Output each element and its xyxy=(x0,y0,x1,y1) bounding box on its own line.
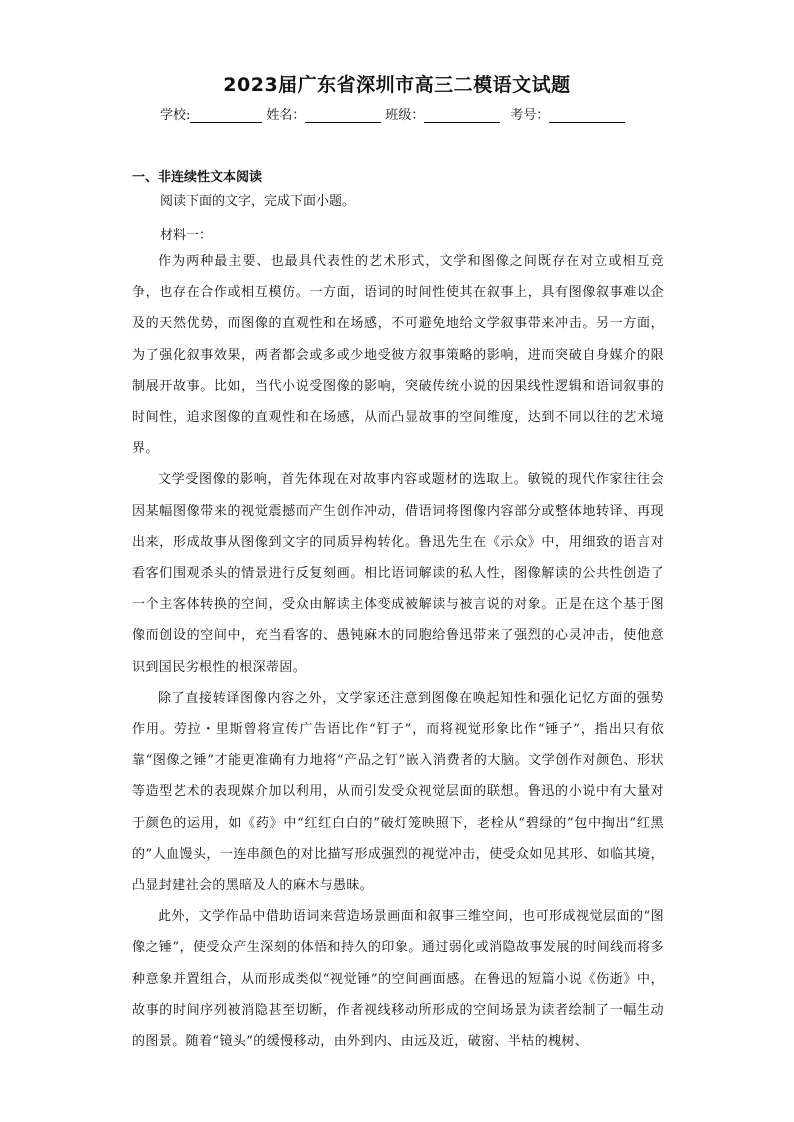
class-label: 班级： xyxy=(385,108,425,123)
student-info-line xyxy=(160,104,680,123)
paragraph-1: 作为两种最主要、也最具代表性的艺术形式，文学和图像之间既存在对立或相互竞争，也存在合作或相互模仿。一方面，语词的时间性使其在叙事上，具有图像叙事难以企及的天然优势，而图像的直观性和在场感，不可避免地给文学叙事带来冲击。另一方面，为了强化叙事效果，两者都会或多或少地受彼方叙事策略的影响，进而突破自身媒介的限制展开故事。比如，当代小说受图像的影响，突破传统小说的因果线性逻辑和语词叙事的时间性，追求图像的直观性和在场感，从而凸显故事的空间维度，达到不同以往的艺术境界。 xyxy=(132,254,664,457)
paragraph-2: 文学受图像的影响，首先体现在对故事内容或题材的选取上。敏锐的现代作家往往会因某幅图像带来的视觉震撼而产生创作冲动，借语词将图像内容部分或整体地转译、再现出来，形成故事从图像到文字的同质异构转化。鲁迅先生在《示众》中，用细致的语言对看客们围观杀头的情景进行反复刻画。相比语词解读的私人性，图像解读的公共性创造了一个主客体转换的空间，受众由解读主体变成被解读与被言说的对象。正是在这个基于图像而创设的空间中，充当看客的、愚钝麻木的同胞给鲁迅带来了强烈的心灵冲击，使他意识到国民劣根性的根深蒂固。 xyxy=(132,472,664,675)
name-blank xyxy=(305,108,381,123)
school-label: 学校: xyxy=(160,108,191,123)
exam-title: 2023届广东省深圳市高三二模语文试题 xyxy=(223,74,571,96)
class-blank xyxy=(424,108,500,123)
section-heading: 一、非连续性文本阅读 xyxy=(132,170,263,185)
school-blank xyxy=(190,108,262,123)
exam-number-blank xyxy=(549,108,625,123)
paragraph-4: 此外，文学作品中借助语词来营造场景画面和叙事三维空间，也可形成视觉层面的“图像之锤”，使受众产生深刻的体悟和持久的印象。通过弱化或消隐故事发展的时间线而将多种意象并置组合，从而形成类似“视觉锤”的空间画面感。在鲁迅的短篇小说《伤逝》中，故事的时间序列被消隐甚至切断，作者视线移动所形成的空间场景为读者绘制了一幅生动的图景。随着“镜头”的缓慢移动，由外到内、由远及近，破窗、半枯的槐树、 xyxy=(132,909,664,1050)
material-label: 材料一： xyxy=(160,228,213,243)
name-label: 姓名： xyxy=(266,108,306,123)
passage-body xyxy=(132,246,664,1057)
paragraph-3: 除了直接转译图像内容之外，文学家还注意到图像在唤起知性和强化记忆方面的强势作用。劳拉・里斯曾将宣传广告语比作“钉子”，而将视觉形象比作“锤子”，指出只有依靠“图像之锤”才能更准确有力地将“产品之钉”嵌入消费者的大脑。文学创作对颜色、形状等造型艺术的表现媒介加以利用，从而引发受众视觉层面的联想。鲁迅的小说中有大量对于颜色的运用，如《药》中“红红白白的”破灯笼映照下，老栓从“碧绿的”包中掏出“红黑的”人血馒头，一连串颜色的对比描写形成强烈的视觉冲击，使受众如见其形、如临其境，凸显封建社会的黑暗及人的麻木与愚昧。 xyxy=(132,690,664,894)
instruction-text: 阅读下面的文字，完成下面小题。 xyxy=(160,194,356,209)
exam-number-label: 考号： xyxy=(510,108,550,123)
